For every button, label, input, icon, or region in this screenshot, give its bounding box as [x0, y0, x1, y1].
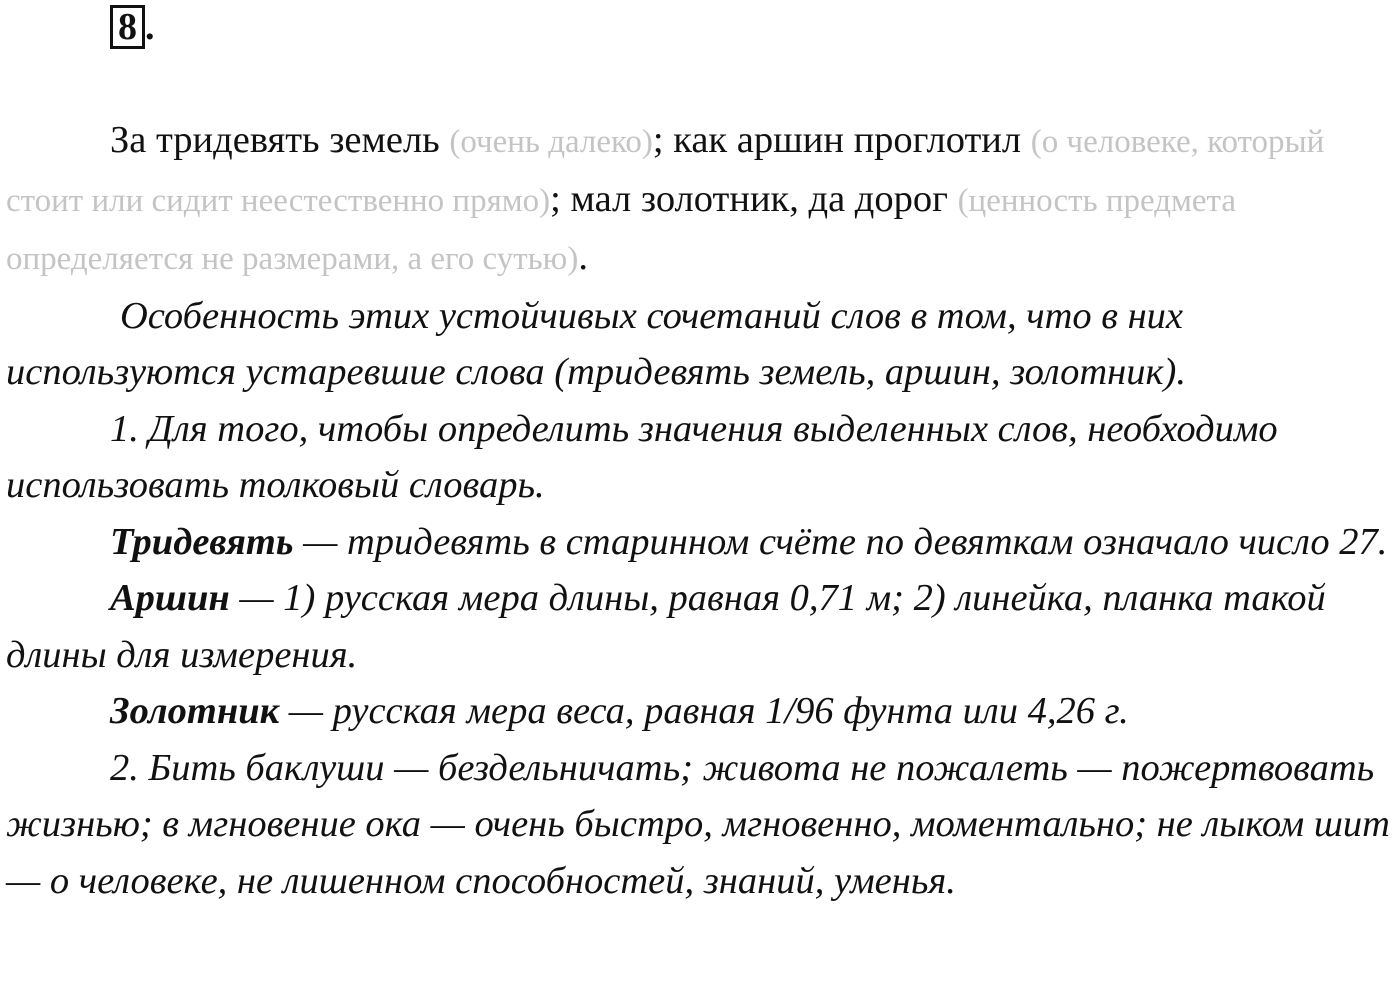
point-2-paragraph: 2. Бить баклуши — бездельничать; живота не пожалеть — пожертвовать жизнью; в мгновение ока — очень быстро, мгновенно, моментально; не лыком шит — о человеке, не лишенном способностей, знаний, уменья.: [6, 746, 1390, 902]
phrase-1: За тридевять земель: [110, 119, 440, 161]
point-1-paragraph: 1. Для того, чтобы определить значения выделенных слов, необходимо использовать толковый словарь.: [6, 407, 1278, 506]
task-number: [110, 5, 155, 49]
gloss-1: (очень далеко): [449, 124, 653, 160]
intro-end: .: [578, 236, 588, 278]
definition-zolotnik: [6, 683, 1400, 740]
separator-2: ;: [550, 177, 571, 220]
gloss-3: (ценность предмета определяется не размерами, а его сутью): [6, 182, 1237, 277]
phrase-3: мал золотник, да дорог: [570, 177, 948, 220]
definition-text: — русская мера веса, равная 1/96 фунта или 4,26 г.: [279, 690, 1129, 732]
task-number-dot: .: [145, 6, 155, 48]
task-number-box: [110, 5, 145, 49]
separator-1: ;: [652, 119, 674, 161]
task-number-value: 8: [118, 6, 137, 48]
phrase-2: как аршин проглотил: [673, 119, 1022, 161]
feature-paragraph: Особенность этих устойчивых сочетаний слов в том, что в них используются устаревшие слова (тридевять земель, аршин, золотник).: [6, 294, 1186, 393]
document-body: [6, 112, 1400, 909]
intro-paragraph: [6, 112, 1400, 288]
definition-arshin: [6, 570, 1400, 683]
gloss-2: (о человеке, который стоит или сидит неестественно прямо): [6, 124, 1325, 219]
definition-term: Аршин: [110, 577, 230, 619]
definition-term: Тридевять: [110, 520, 294, 563]
definition-tridevyat: [6, 514, 1400, 571]
definition-text: — 1) русская мера длины, равная 0,71 м; 2) линейка, планка такой длины для измерения.: [6, 577, 1326, 676]
definition-term: Золотник: [110, 690, 280, 732]
definition-text: — тридевять в старинном счёте по девяткам означало число 27.: [293, 520, 1388, 563]
